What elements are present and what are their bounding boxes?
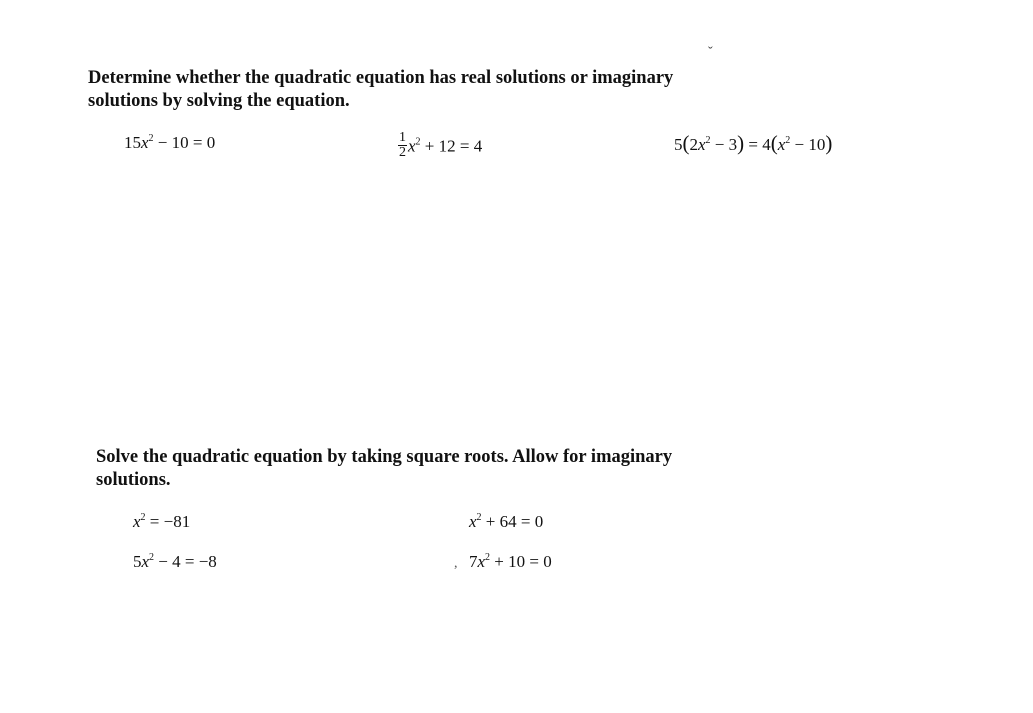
eq-variable: x bbox=[477, 552, 486, 571]
eq-exponent: 2 bbox=[148, 133, 154, 144]
eq-exponent: 2 bbox=[476, 512, 482, 523]
equation-1-2 bbox=[398, 130, 483, 162]
stray-pen-mark: ˇ bbox=[708, 45, 713, 60]
eq-variable: x bbox=[777, 135, 786, 154]
eq-exponent: 2 bbox=[149, 552, 155, 563]
eq-remainder: + 64 = 0 bbox=[481, 512, 544, 531]
eq-remainder: + 10 = 0 bbox=[490, 552, 552, 571]
eq-variable: x bbox=[141, 133, 149, 152]
eq-remainder: = −81 bbox=[145, 512, 191, 531]
section1-instructions bbox=[88, 67, 708, 113]
equation-2-4 bbox=[469, 552, 552, 572]
fraction bbox=[398, 131, 407, 160]
fraction-denominator: 2 bbox=[399, 145, 406, 160]
eq-paren: ( bbox=[682, 131, 690, 155]
eq-middle: = 4 bbox=[744, 135, 771, 154]
eq-exponent: 2 bbox=[415, 136, 421, 148]
section1-instructions-line2: solutions by solving the equation. bbox=[88, 91, 350, 111]
eq-exponent: 2 bbox=[785, 135, 791, 146]
eq-variable: x bbox=[698, 135, 706, 154]
stray-tick-mark: , bbox=[454, 556, 458, 571]
section2-instructions-line1: Solve the quadratic equation by taking square roots. Allow for imaginary bbox=[96, 447, 673, 467]
eq-coefficient: 2 bbox=[689, 135, 698, 154]
eq-paren: ) bbox=[737, 131, 745, 155]
equation-2-2 bbox=[469, 512, 543, 532]
eq-paren: ( bbox=[770, 131, 778, 155]
eq-paren: ) bbox=[825, 131, 833, 155]
eq-inner: − 10 bbox=[790, 135, 826, 154]
eq-variable: x bbox=[408, 136, 416, 156]
eq-inner: − 3 bbox=[710, 135, 738, 154]
equation-1-3 bbox=[674, 133, 832, 155]
fraction-numerator: 1 bbox=[399, 130, 406, 145]
eq-exponent: 2 bbox=[485, 552, 491, 563]
section2-instructions-line2: solutions. bbox=[96, 470, 171, 490]
equation-2-1 bbox=[133, 512, 190, 532]
section2-instructions bbox=[96, 446, 716, 492]
equation-1-1 bbox=[124, 133, 215, 153]
eq-remainder: − 10 = 0 bbox=[153, 133, 216, 152]
eq-coefficient: 5 bbox=[133, 552, 142, 571]
equation-2-3 bbox=[133, 552, 217, 572]
section1-instructions-line1: Determine whether the quadratic equation has real solutions or imaginary bbox=[88, 68, 674, 88]
eq-variable: x bbox=[133, 512, 141, 531]
eq-variable: x bbox=[469, 512, 477, 531]
eq-coefficient: 7 bbox=[469, 552, 478, 571]
eq-exponent: 2 bbox=[705, 135, 711, 146]
eq-remainder: − 4 = −8 bbox=[154, 552, 217, 571]
eq-variable: x bbox=[141, 552, 150, 571]
eq-exponent: 2 bbox=[140, 512, 146, 523]
eq-remainder: + 12 = 4 bbox=[420, 136, 483, 156]
eq-lead: 5 bbox=[674, 135, 683, 154]
eq-coefficient: 15 bbox=[124, 133, 141, 152]
